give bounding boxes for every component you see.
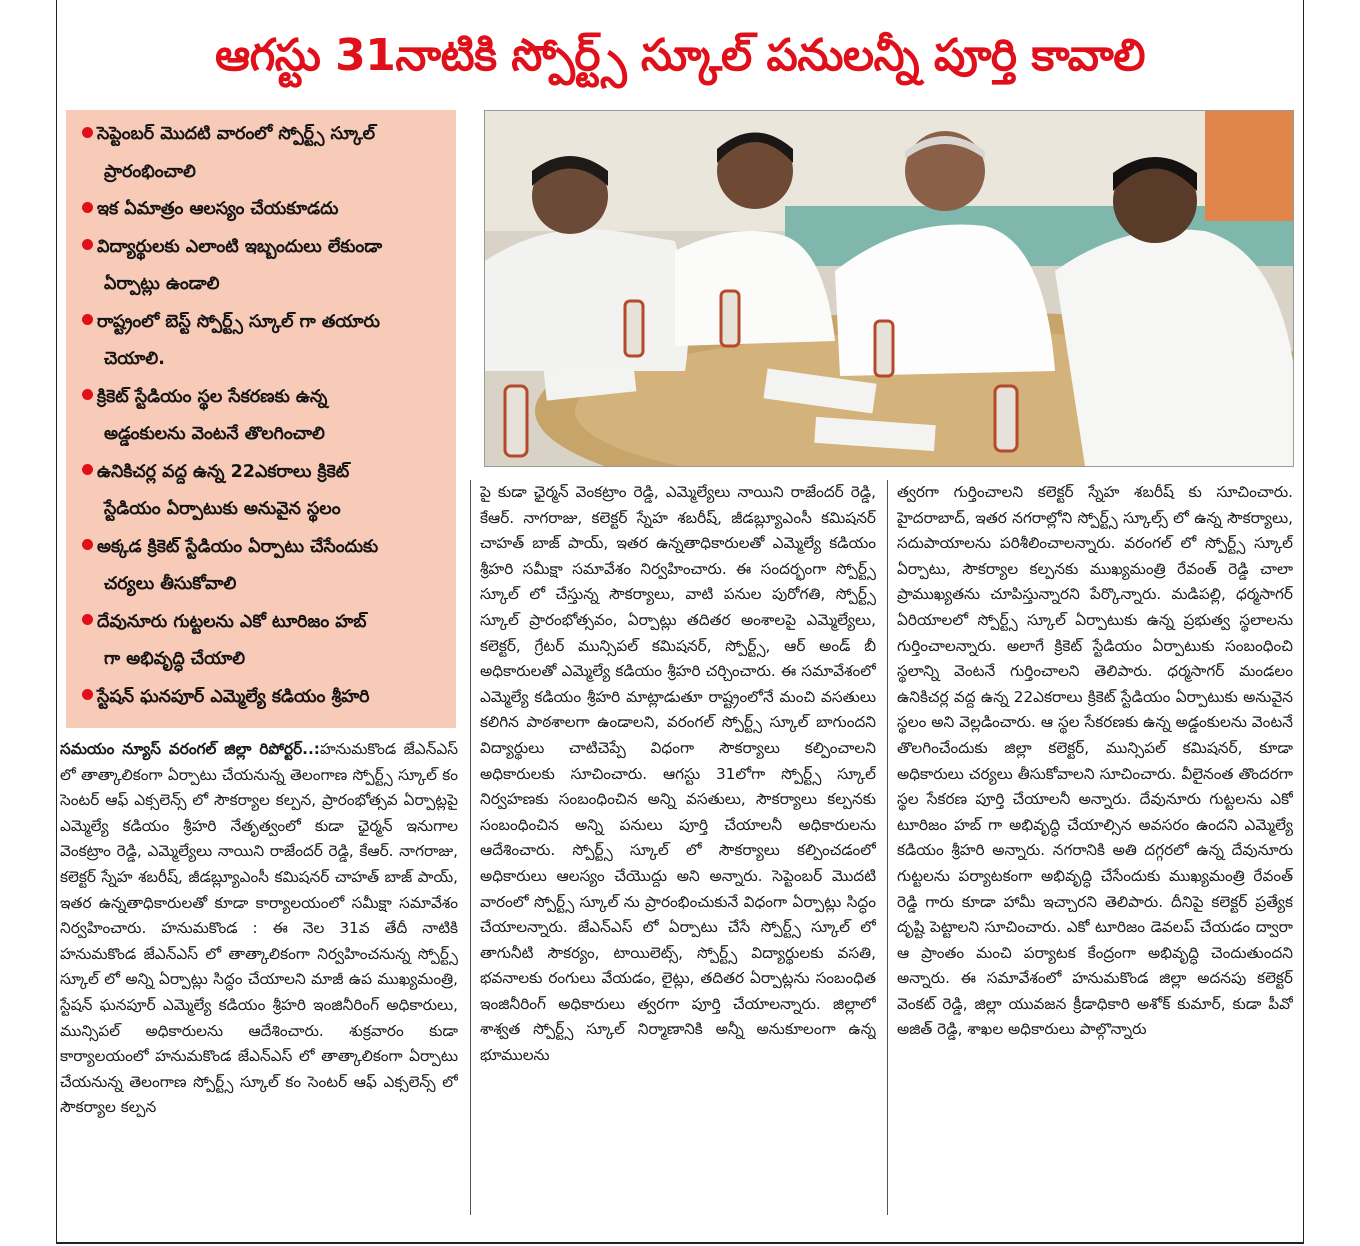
highlight-line: ఏర్పాట్లు ఉండాలి [104, 274, 220, 294]
bullet-icon [82, 464, 93, 475]
highlight-item [82, 191, 446, 229]
highlight-line: అక్కడ క్రికెట్ స్టేడియం ఏర్పాటు చేసేందుకు [97, 536, 379, 557]
bullet-icon [82, 389, 93, 400]
highlight-item [82, 304, 446, 379]
bullet-icon [82, 614, 93, 625]
bullet-icon [82, 127, 93, 138]
highlight-item [82, 604, 446, 679]
highlight-line: సెప్టెంబర్ మొదటి వారంలో స్పోర్ట్స్ స్కూల్ [97, 124, 375, 144]
highlights-box [66, 110, 456, 728]
highlight-item [82, 116, 446, 191]
bullet-icon [82, 202, 93, 213]
column-divider [470, 480, 471, 1215]
highlight-line: ప్రారంభించాలి [104, 161, 196, 182]
highlight-item [82, 679, 446, 717]
highlight-line: ఉనికిచర్ల వద్ద ఉన్న 22ఎకరాలు క్రికెట్ [97, 461, 350, 482]
highlight-item [82, 229, 446, 304]
highlight-line: రాష్ట్రంలో బెస్ట్ స్పోర్ట్స్ స్కూల్ గా తయారు [97, 311, 380, 332]
highlight-item [82, 379, 446, 454]
column-divider [887, 480, 888, 1215]
meeting-photo-illustration [485, 111, 1293, 466]
bullet-icon [82, 239, 93, 250]
bullet-icon [82, 539, 93, 550]
article-column-left [60, 737, 458, 1217]
article-dateline: సమయం న్యూస్ వరంగల్ జిల్లా రిపోర్టర్..: [60, 740, 320, 758]
bullet-icon [82, 314, 93, 325]
highlight-item [82, 454, 446, 529]
highlight-line: ఇక ఏమాత్రం ఆలస్యం చేయకూడదు [97, 199, 339, 219]
highlight-line: స్టేడియం ఏర్పాటుకు అనువైన స్థలం [104, 499, 341, 519]
highlight-line: క్రికెట్ స్టేడియం స్థల సేకరణకు ఉన్న [97, 386, 328, 407]
highlight-line: చర్యలు తీసుకోవాలి [104, 574, 237, 594]
highlight-item [82, 529, 446, 604]
meeting-photo [484, 110, 1294, 467]
headline: ఆగస్టు 31నాటికి స్పోర్ట్స్ స్కూల్ పనులన్నీ పూర్తి కావాలి [214, 30, 1145, 81]
highlight-line: చెయాలి. [104, 349, 165, 369]
highlight-line: విద్యార్థులకు ఎలాంటి ఇబ్బందులు లేకుండా [97, 236, 383, 257]
highlight-line: అడ్డంకులను వెంటనే తొలగించాలి [104, 424, 325, 444]
article-text: హనుమకొండ జేఎన్ఎస్ లో తాత్కాలికంగా ఏర్పాటు చేయనున్న తెలంగాణ స్పోర్ట్స్ స్కూల్ కం సెంటర్ ఆఫ్ ఎక్సలెన్స్ లో సౌకర్యాల కల్పన, ప్రారంభోత్సవ ఏర్పాట్లపై ఎమ్మెల్యే కడియం శ్రీహరి నేతృత్వంలో కుడా ఛైర్మన్ ఇనుగాల వెంకట్రాం రెడ్డి, ఎమ్మెల్యేలు నాయిని రాజేందర్ రెడ్డి, కేఆర్. నాగరాజు, కలెక్టర్ స్నేహ శబరీష్, జీడబ్ల్యూఎంసీ కమిషనర్ చాహత్ బాజ్ పాయ్, ఇతర ఉన్నతాధికారులతో కూడా కార్యాలయంలో సమీక్షా సమావేశం నిర్వహించారు. హనుమకొండ : ఈ నెల 31వ తేదీ నాటికి హనుమకొండ జేఎన్ఎస్ లో తాత్కాలికంగా నిర్వహించనున్న స్పోర్ట్స్ స్కూల్ లో అన్ని ఏర్పాట్లు సిద్ధం చేయాలని మాజీ ఉప ముఖ్యమంత్రి, స్టేషన్ ఘనపూర్ ఎమ్మెల్యే కడియం శ్రీహరి ఇంజినీరింగ్ అధికారులు, మున్సిపల్ అధికారులను ఆదేశించారు. శుక్రవారం కుడా కార్యాలయంలో హనుమకొండ జేఎన్ఎస్ లో తాత్కాలికంగా ఏర్పాటు చేయనున్న తెలంగాణ స్పోర్ట్స్ స్కూల్ కం సెంటర్ ఆఫ్ ఎక్సలెన్స్ లో సౌకర్యాల కల్పన [60, 740, 458, 1117]
article-column-middle: పై కుడా ఛైర్మన్ వెంకట్రాం రెడ్డి, ఎమ్మెల్యేలు నాయిని రాజేందర్ రెడ్డి, కేఆర్. నాగరాజు, కలెక్టర్ స్నేహ శబరీష్, జీడబ్ల్యూఎంసీ కమిషనర్ చాహత్ బాజ్ పాయ్, ఇతర ఉన్నతాధికారులతో ఎమ్మెల్యే కడియం శ్రీహరి సమీక్షా సమావేశం నిర్వహించారు. ఈ సందర్భంగా స్పోర్ట్స్ స్కూల్ లో చేస్తున్న సౌకర్యాలు, వాటి పనుల పురోగతి, స్పోర్ట్స్ స్కూల్ ప్రారంభోత్సవం, ఏర్పాట్లు తదితర అంశాలపై ఎమ్మెల్యేలు, కలెక్టర్, గ్రేటర్ మున్సిపల్ కమిషనర్, స్పోర్ట్స్, ఆర్ అండ్ బీ అధికారులతో ఎమ్మెల్యే కడియం శ్రీహరి చర్చించారు. ఈ సమావేశంలో ఎమ్మెల్యే కడియం శ్రీహరి మాట్లాడుతూ రాష్ట్రంలోనే మంచి వసతులు కలిగిన పాఠశాలగా ఉండాలని, వరంగల్ స్పోర్ట్స్ స్కూల్ బాగుందని విద్యార్థులు చాటిచెప్పే విధంగా సౌకర్యాలు కల్పించాలని అధికారులకు సూచించారు. ఆగస్టు 31లోగా స్పోర్ట్స్ స్కూల్ నిర్వహణకు సంబంధించిన అన్ని వసతులు, సౌకర్యాలు కల్పనకు సంబంధించిన అన్ని పనులు పూర్తి చేయాలనీ అధికారులను ఆదేశించారు. స్పోర్ట్స్ స్కూల్ లో సౌకర్యాలు కల్పించడంలో అధికారులు ఆలస్యం చేయొద్దు అని అన్నారు. సెప్టెంబర్ మొదటి వారంలో స్పోర్ట్స్ స్కూల్ ను ప్రారంభించుకునే విధంగా ఏర్పాట్లు సిద్ధం చేయాలన్నారు. జేఎన్ఎస్ లో ఏర్పాటు చేసే స్పోర్ట్స్ స్కూల్ లో తాగునీటి సౌకర్యం, టాయిలెట్స్, స్పోర్ట్స్ విద్యార్థులకు వసతి, భవనాలకు రంగులు వేయడం, లైట్లు, తదితర ఏర్పాట్లను సంబంధిత ఇంజినీరింగ్ అధికారులు త్వరగా పూర్తి చేయాలన్నారు. జిల్లాలో శాశ్వత స్పోర్ట్స్ స్కూల్ నిర్మాణానికి అన్నీ అనుకూలంగా ఉన్న భూములను [480, 483, 876, 1065]
highlight-line: దేవునూరు గుట్టలను ఎకో టూరిజం హబ్ [97, 611, 367, 632]
highlight-line: గా అభివృద్ధి చేయాలి [104, 649, 246, 669]
bullet-icon [82, 689, 93, 700]
article-column-right: త్వరగా గుర్తించాలని కలెక్టర్ స్నేహ శబరీష్ కు సూచించారు. హైదరాబాద్, ఇతర నగరాల్లోని స్పోర్ట్స్ స్కూల్స్ లో ఉన్న సౌకర్యాలు, సదుపాయాలను పరిశీలించాలన్నారు. వరంగల్ లో స్పోర్ట్స్ స్కూల్ ఏర్పాటు, సౌకర్యాల కల్పనకు ముఖ్యమంత్రి రేవంత్ రెడ్డి చాలా ప్రాముఖ్యతను చూపిస్తున్నారని పేర్కొన్నారు. మడిపల్లి, ధర్మసాగర్ ఏరియాలలో స్పోర్ట్స్ స్కూల్ ఏర్పాటుకు ఉన్న ప్రభుత్వ స్థలాలను గుర్తించాలన్నారు. అలాగే క్రికెట్ స్టేడియం ఏర్పాటుకు సంబంధించి స్థలాన్ని వెంటనే గుర్తించాలని తెలిపారు. ధర్మసాగర్ మండలం ఉనికిచర్ల వద్ద ఉన్న 22ఎకరాలు క్రికెట్ స్టేడియం ఏర్పాటుకు అనువైన స్థలం అని వెల్లడించారు. ఆ స్థల సేకరణకు ఉన్న అడ్డంకులను వెంటనే తొలగించేందుకు జిల్లా కలెక్టర్, మున్సిపల్ కమిషనర్, కూడా అధికారులు చర్యలు తీసుకోవాలని సూచించారు. వీలైనంత తొందరగా స్థల సేకరణ పూర్తి చేయాలనీ అన్నారు. దేవునూరు గుట్టలను ఎకో టూరిజం హబ్ గా అభివృద్ధి చేయాల్సిన అవసరం ఉందని ఎమ్మెల్యే కడియం శ్రీహరి అన్నారు. నగరానికి అతి దగ్గరలో ఉన్న దేవునూరు గుట్టలను పర్యాటకంగా అభివృద్ధి చేసేందుకు ముఖ్యమంత్రి రేవంత్ రెడ్డి గారు కూడా హామీ ఇచ్చారని తెలిపారు. దీనిపై కలెక్టర్ ప్రత్యేక దృష్టి పెట్టాలని సూచించారు. ఎకో టూరిజం డెవలప్ చేయడం ద్వారా ఆ ప్రాంతం మంచి పర్యాటక కేంద్రంగా అభివృద్ధి చెందుతుందని అన్నారు. ఈ సమావేశంలో హనుమకొండ జిల్లా అదనపు కలెక్టర్ వెంకట్ రెడ్డి, జిల్లా యువజన క్రీడాధికారి అశోక్ కుమార్, కుడా పీవో అజిత్ రెడ్డి, శాఖల అధికారులు పాల్గొన్నారు [897, 483, 1293, 1039]
highlight-line: స్టేషన్ ఘనపూర్ ఎమ్మెల్యే కడియం శ్రీహరి [97, 686, 370, 707]
